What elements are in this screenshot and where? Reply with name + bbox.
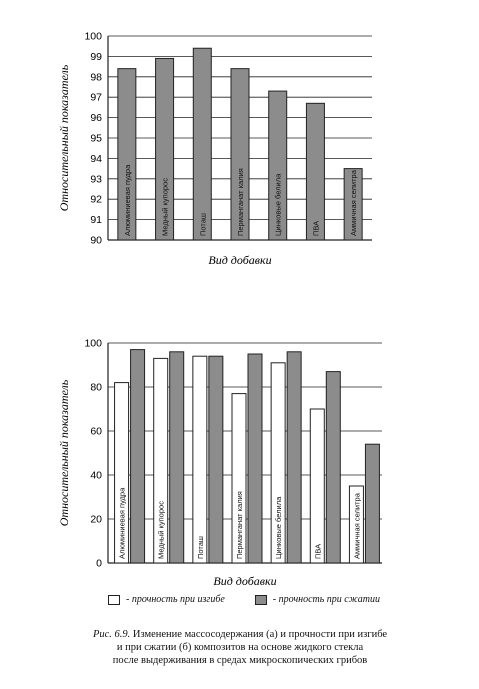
legend bbox=[108, 594, 380, 605]
category-label: Медный купорос bbox=[160, 178, 170, 236]
bar bbox=[193, 356, 207, 563]
y-tick-label: 0 bbox=[96, 557, 102, 570]
y-tick-label: 100 bbox=[84, 337, 102, 350]
x-axis-title: Вид добавки bbox=[213, 574, 277, 588]
y-tick-label: 99 bbox=[90, 50, 102, 63]
y-tick-label: 90 bbox=[90, 234, 102, 247]
chart-b bbox=[0, 325, 479, 590]
caption-figure-label: Рис. 6.9. bbox=[92, 629, 131, 640]
category-label: ПВА bbox=[311, 220, 321, 236]
y-tick-label: 95 bbox=[90, 132, 102, 145]
bar bbox=[193, 48, 211, 240]
y-tick-label: 80 bbox=[90, 381, 102, 394]
x-axis-title: Вид добавки bbox=[208, 253, 272, 267]
category-label: Цинковые белила bbox=[274, 496, 284, 559]
category-label: Медный купорос bbox=[156, 501, 166, 559]
bar bbox=[209, 356, 223, 563]
y-tick-label: 20 bbox=[90, 513, 102, 526]
y-tick-label: 91 bbox=[90, 214, 102, 227]
bar bbox=[287, 352, 301, 563]
category-label: Перманганат калия bbox=[235, 491, 244, 559]
y-tick-label: 98 bbox=[90, 71, 102, 84]
category-label: Аммичная селитра bbox=[349, 170, 359, 236]
bar bbox=[248, 354, 262, 563]
caption-line-3: после выдерживания в средах микроскопических грибов bbox=[112, 655, 368, 666]
bar bbox=[365, 444, 379, 563]
category-label: Цинковые белила bbox=[273, 173, 283, 236]
y-tick-label: 96 bbox=[90, 112, 102, 125]
y-tick-label: 94 bbox=[90, 152, 102, 165]
bar bbox=[326, 372, 340, 563]
bar bbox=[170, 352, 184, 563]
category-label: Алюминиевая пудра bbox=[117, 487, 127, 559]
category-label: ПВА bbox=[313, 543, 323, 559]
category-label: Алюминиевая пудра bbox=[122, 164, 132, 236]
caption-line-1: Изменение массосодержания (а) и прочности при изгибе bbox=[132, 629, 388, 640]
y-tick-label: 93 bbox=[90, 173, 102, 186]
legend-swatch-compression bbox=[255, 595, 267, 605]
y-tick-label: 100 bbox=[84, 30, 102, 43]
figure-caption bbox=[40, 628, 440, 667]
y-tick-label: 60 bbox=[90, 425, 102, 438]
chart-a bbox=[0, 0, 479, 290]
y-tick-label: 40 bbox=[90, 469, 102, 482]
legend-label-bending: - прочность при изгибе bbox=[126, 594, 225, 605]
category-label: Перманганат калия bbox=[236, 168, 245, 236]
category-label: Поташ bbox=[198, 213, 208, 236]
bar bbox=[310, 409, 324, 563]
category-label: Поташ bbox=[195, 536, 205, 559]
y-axis-title: Относительный показатель bbox=[57, 64, 71, 212]
caption-line-2: и при сжатии (б) композитов на основе жидкого стекла bbox=[116, 642, 364, 653]
bar bbox=[306, 103, 324, 240]
category-label: Аммичная селитра bbox=[352, 493, 362, 559]
legend-label-compression: - прочность при сжатии bbox=[272, 594, 381, 605]
y-tick-label: 97 bbox=[90, 91, 102, 104]
y-tick-label: 92 bbox=[90, 193, 102, 206]
y-axis-title: Относительный показатель bbox=[57, 379, 71, 527]
legend-swatch-bending bbox=[108, 595, 120, 605]
bar bbox=[131, 350, 145, 563]
